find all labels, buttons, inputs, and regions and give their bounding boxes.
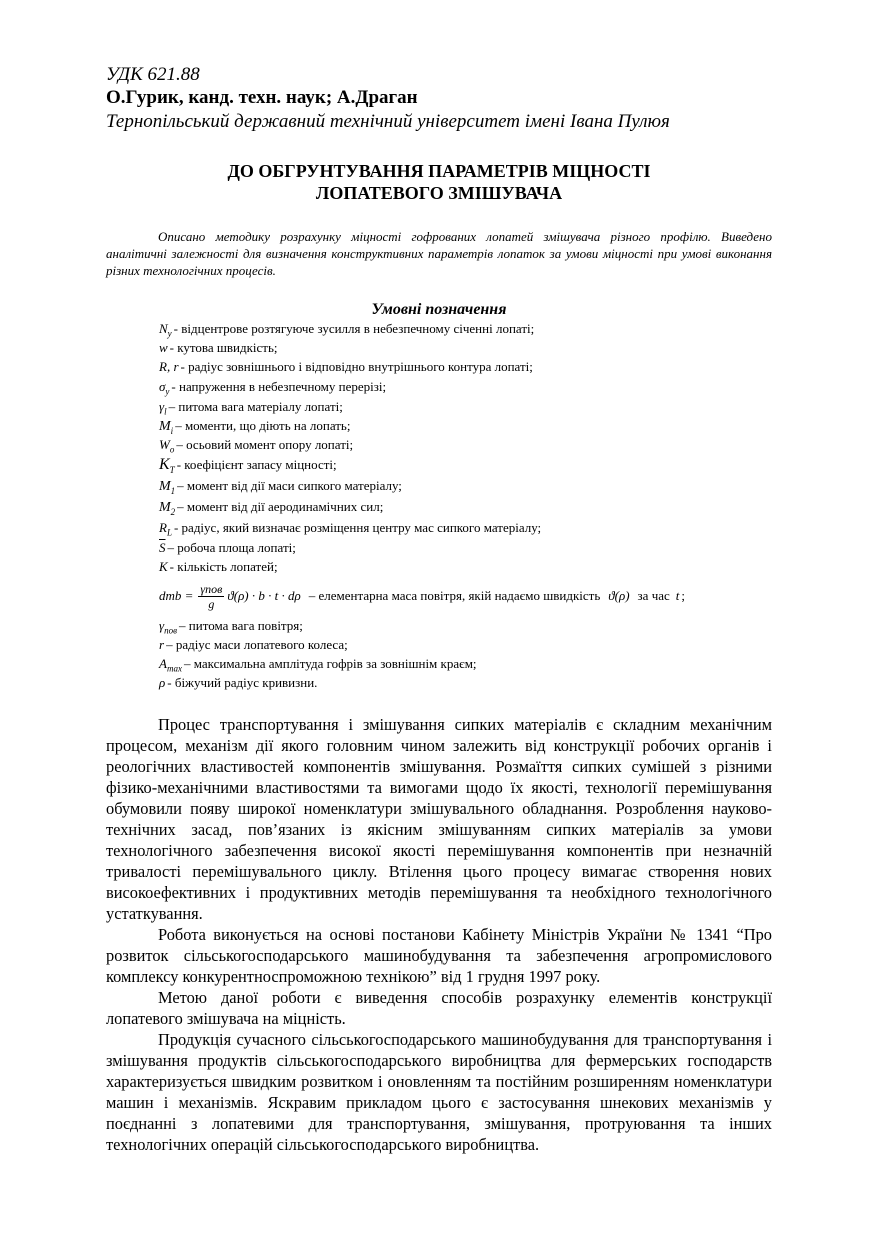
notation-list — [159, 319, 772, 692]
notation-symbol: $M_i$ — [159, 419, 174, 436]
title-line-1: ДО ОБГРУНТУВАННЯ ПАРАМЕТРІВ МІЦНОСТІ — [227, 161, 651, 181]
affiliation: Тернопільський державний технічний університет імені Івана Пулюя — [106, 111, 670, 132]
formula-dmb — [159, 576, 772, 616]
formula-text2: за час — [637, 588, 670, 603]
notation-item — [159, 435, 772, 454]
formula-fraction — [198, 582, 224, 611]
notation-item — [159, 475, 772, 496]
notation-symbol: w — [159, 340, 168, 355]
notation-item — [159, 557, 772, 576]
notation-text: – момент від дії аеродинамічних сил; — [177, 499, 384, 514]
notation-subscript: у — [167, 328, 172, 339]
notation-item — [159, 416, 772, 435]
notation-text: – максимальна амплітуда гофрів за зовнішнім краєм; — [183, 656, 477, 671]
paper-page — [106, 64, 772, 1155]
notation-symbol: $\gamma_l$ — [159, 399, 167, 417]
notation-item — [159, 673, 772, 692]
notation-subscript: 2 — [170, 506, 176, 517]
notation-subscript: o — [169, 444, 175, 455]
notation-item — [159, 538, 772, 557]
paragraph-4: Продукція сучасного сільськогосподарського машинобудування для транспортування і змішування продуктів сільськогосподарського виробництва для фермерських господарств характеризується швидким розвитком і оновленням та постійним розширенням номенклатури машин і механізмів. Яскравим прикладом цього є застосування шнекових механізмів у поєднанні з лопатевими для транспортування, змішування, протруювання та інших технологічних операцій сільськогосподарського виробництва. — [106, 1030, 772, 1154]
notation-text: - коефіцієнт запасу міцності; — [176, 457, 337, 472]
notation-item — [159, 454, 772, 475]
notation-text: – моменти, що діють на лопать; — [175, 418, 351, 433]
notation-item — [159, 357, 772, 376]
notation-subscript: l — [164, 406, 167, 417]
notation-subscript: max — [166, 663, 182, 674]
notation-symbol: $R_L$ — [159, 520, 172, 538]
notation-item — [159, 319, 772, 338]
notation-symbol: $A_{max}$ — [159, 656, 182, 674]
formula-time: t — [675, 588, 680, 603]
notation-text: – робоча площа лопаті; — [167, 540, 296, 555]
body-text — [106, 714, 772, 1155]
formula-text: – елементарна маса повітря, якій надаємо швидкість — [308, 588, 601, 603]
notation-subscript: T — [169, 465, 175, 476]
paragraph-1: Процес транспортування і змішування сипких матеріалів є складним механічним процесом, механізм дії якого головним чином залежить від конструкції робочих органів і реологічних властивостей компонентів змішування. Розмаїття сипких сумішей з різними фізико-механічними властивостями та вимогами щодо їх якості, технології перемішування обумовили появу широкої номенклатури змішувального обладнання. Розроблення науково-технічних засад, пов’язаних із якісним змішуванням сипких матеріалів за умови технологічного забезпечення високої якості перемішування компонентів при незначній тривалості перемішувального циклу. Втілення цього процесу вимагає створення нових високоефективних і продуктивних методів перемішування та необхідного технологічного устаткування. — [106, 715, 772, 923]
notation-item — [159, 635, 772, 654]
notation-symbol: R, r — [159, 359, 179, 374]
notation-text: – осьовий момент опору лопаті; — [176, 437, 354, 452]
formula-velocity: ϑ(ρ) — [608, 588, 630, 603]
notation-subscript: 1 — [170, 485, 176, 496]
formula-lhs: dmb = — [159, 588, 194, 603]
notation-symbol: $N_у$ — [159, 321, 172, 339]
notation-symbol: $W_o$ — [159, 437, 175, 455]
abstract: Описано методику розрахунку міцності гофрованих лопатей змішувача різного профілю. Виведено аналітичні залежності для визначення конструктивних параметрів лопаток за умови міцності при умові виконання різних технологічних процесів. — [106, 229, 772, 278]
notation-item — [159, 397, 772, 416]
notation-subscript: L — [166, 527, 172, 538]
notation-item — [159, 517, 772, 538]
notation-item — [159, 376, 772, 397]
notation-text: - кутова швидкість; — [169, 340, 278, 355]
notation-symbol: $M_2$ — [159, 500, 176, 517]
notation-symbol: $K_T$ — [159, 456, 175, 476]
notation-text: - відцентрове розтягуюче зусилля в небезпечному січенні лопаті; — [173, 321, 535, 336]
paper-title — [106, 160, 772, 204]
formula-denominator: g — [208, 596, 215, 611]
notation-symbol: ρ — [159, 675, 166, 690]
notation-subscript: у — [165, 386, 170, 397]
formula-rhs: ϑ(ρ) · b · t · dρ — [227, 588, 301, 603]
notation-text: – момент від дії маси сипкого матеріалу; — [177, 478, 402, 493]
notation-text: - радіус зовнішнього і відповідно внутрішнього контура лопаті; — [180, 359, 533, 374]
formula-end: ; — [681, 588, 686, 603]
notation-item — [159, 496, 772, 517]
notation-text: – питома вага повітря; — [179, 618, 303, 633]
notation-subscript: i — [170, 425, 174, 436]
notation-item — [159, 616, 772, 635]
notation-item — [159, 654, 772, 673]
notation-symbol: $\sigma_у$ — [159, 379, 170, 397]
formula-numerator: γпов — [200, 581, 223, 596]
notation-symbol: r — [159, 637, 165, 652]
notation-symbol: $\gamma_{пов}$ — [159, 618, 178, 636]
notation-symbol: $\overline{S}$ — [159, 540, 166, 555]
notation-text: - напруження в небезпечному перерізі; — [171, 379, 387, 394]
notation-text: - біжучий радіус кривизни. — [167, 675, 318, 690]
notation-text: - радіус, який визначає розміщення центру мас сипкого матеріалу; — [173, 520, 542, 535]
notation-text: - кількість лопатей; — [169, 559, 278, 574]
paragraph-2: Робота виконується на основі постанови Кабінету Міністрів України № 1341 “Про розвиток сільськогосподарського машинобудування та забезпечення агропромислового комплексу конкурентноспроможною технікою” від 1 грудня 1997 року. — [106, 925, 772, 986]
notation-subscript: пов — [164, 625, 178, 636]
notation-item — [159, 338, 772, 357]
notation-symbol: K — [159, 559, 168, 574]
udk-code: УДК 621.88 — [106, 64, 200, 85]
notation-text: – радіус маси лопатевого колеса; — [166, 637, 348, 652]
authors: О.Гурик, канд. техн. наук; А.Драган — [106, 87, 418, 108]
title-line-2: ЛОПАТЕВОГО ЗМІШУВАЧА — [315, 183, 563, 203]
notation-text: – питома вага матеріалу лопаті; — [168, 399, 343, 414]
notation-heading: Умовні позначення — [371, 301, 507, 318]
notation-symbol: $M_1$ — [159, 479, 176, 496]
paragraph-3: Метою даної роботи є виведення способів розрахунку елементів конструкції лопатевого змішувача на міцність. — [106, 988, 772, 1028]
